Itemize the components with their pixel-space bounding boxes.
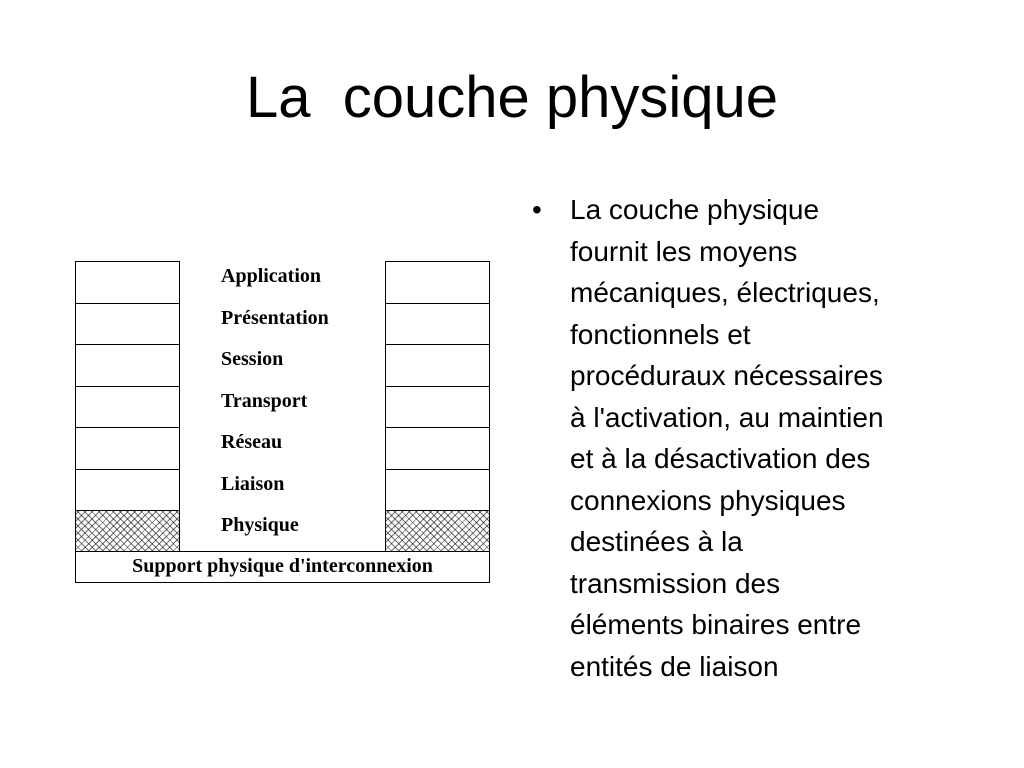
- right-stack-cell: [385, 344, 490, 387]
- bullet-line: procéduraux nécessaires: [570, 360, 883, 391]
- bullet-text: [570, 189, 970, 687]
- left-stack-cell: [75, 427, 180, 470]
- left-stack-cell: [75, 344, 180, 387]
- bullet-dot-icon: •: [532, 194, 542, 225]
- slide-title: La couche physique: [245, 65, 779, 130]
- layer-label: Liaison: [221, 472, 285, 495]
- bullet-item: [530, 189, 970, 687]
- bullet-line: éléments binaires entre: [570, 609, 862, 640]
- bullet-line: fonctionnels et: [570, 318, 751, 350]
- right-stack-cell: [385, 427, 490, 470]
- right-stack-cell: [385, 386, 490, 429]
- layer-label: Transport: [221, 389, 308, 412]
- bullet-line: transmission des: [570, 567, 781, 599]
- right-stack-cell: [385, 303, 490, 346]
- left-stack-cell: [75, 469, 180, 512]
- bullet-line: connexions physiques: [570, 484, 846, 516]
- layer-label: Présentation: [221, 306, 329, 329]
- layer-label: Application: [221, 265, 322, 287]
- layer-label: Réseau: [221, 431, 283, 453]
- bullet-line: La couche physique: [570, 194, 820, 225]
- support-physique-box: Support physique d'interconnexion: [75, 551, 490, 583]
- left-stack-cell-hatched: [75, 510, 180, 553]
- bullet-list: [530, 189, 970, 687]
- right-stack-cell: [385, 469, 490, 512]
- layer-label: Session: [221, 348, 284, 370]
- bullet-line: mécaniques, électriques,: [570, 277, 880, 308]
- right-stack-cell: [385, 261, 490, 304]
- layer-label: Physique: [221, 514, 299, 536]
- bullet-line: entités de liaison: [570, 650, 779, 682]
- right-stack-cell-hatched: [385, 510, 490, 553]
- bullet-line: à l'activation, au maintien: [570, 401, 884, 433]
- bullet-line: fournit les moyens: [570, 235, 798, 267]
- left-stack-cell: [75, 261, 180, 304]
- left-stack-cell: [75, 386, 180, 429]
- bullet-line: destinées à la: [570, 526, 743, 557]
- left-stack-cell: [75, 303, 180, 346]
- bullet-line: et à la désactivation des: [570, 443, 871, 474]
